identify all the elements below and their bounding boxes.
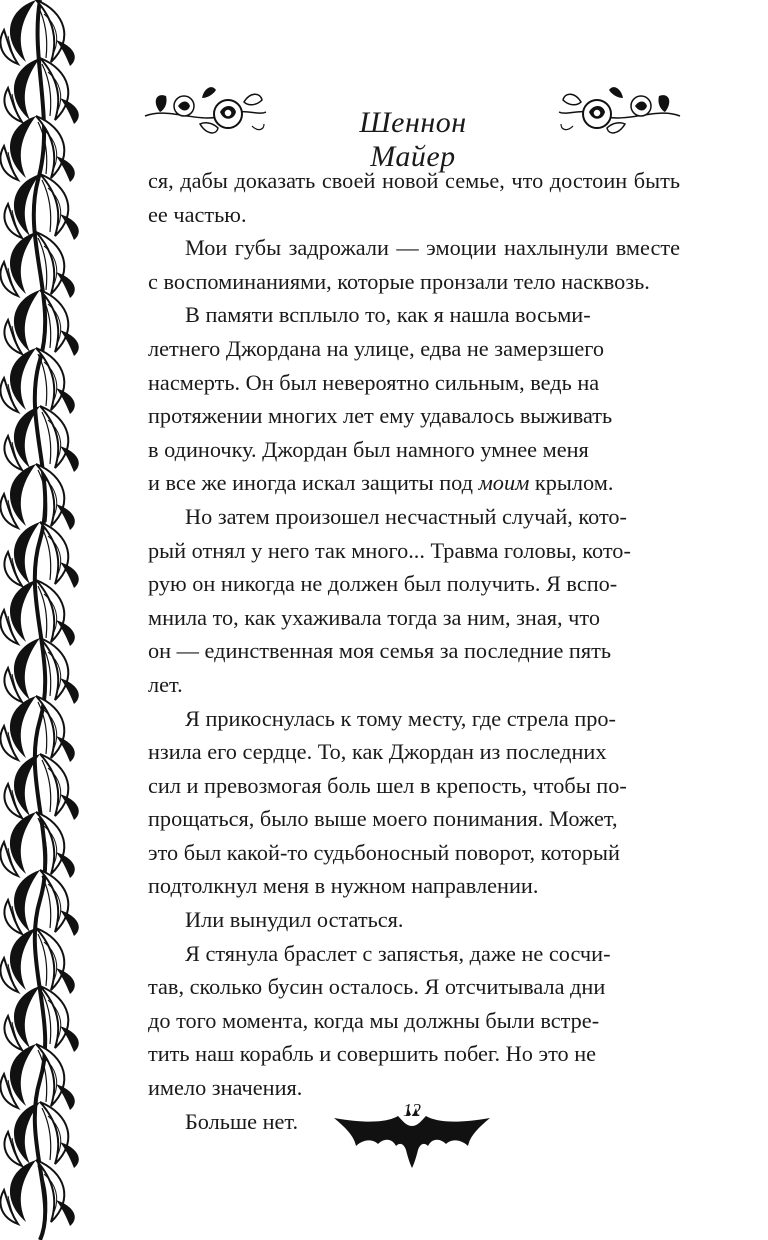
- paragraph: ся, дабы доказать своей новой семье, что достоин быть ее частью.: [148, 168, 681, 227]
- paragraph: Но затем произошел несчастный случай, кото- рый отнял у него так много... Травма головы, кото- рую он никогда не должен был получить. Я вспо- мнила то, как ухаживала тогда за ним, зная, что он — единственная моя семья за последние пять лет.: [148, 503, 631, 697]
- floral-vine-border-icon: [0, 0, 120, 1240]
- author-name: Шеннон Майер: [359, 106, 467, 173]
- paragraph: В памяти всплыло то, как я нашла восьми- летнего Джордана на улице, едва не замерзшего насмерть. Он был невероятно сильным, ведь на протяжении многих лет ему удавалось выживать в одиночку. Джордан был намного умнее меня и все же иногда искал защиты под моим крылом.: [148, 302, 614, 496]
- paragraph: Я стянула браслет с запястья, даже не сосчи- тав, сколько бусин осталось. Я отсчитывала дни до того момента, когда мы должны были встре- тить наш корабль и совершить побег. Но это не имело значения.: [148, 940, 611, 1101]
- paragraph: Или вынудил остаться.: [185, 907, 404, 933]
- body-text: [148, 164, 680, 1138]
- page-footer: [332, 1098, 492, 1168]
- running-header: [140, 76, 700, 176]
- rose-ornament-icon: [140, 76, 270, 146]
- emphasis: моим: [478, 470, 530, 496]
- paragraph: Больше нет.: [185, 1108, 299, 1134]
- paragraph: Мои губы задрожали — эмоции нахлынули вместе с воспоминаниями, которые пронзали тело насквозь.: [148, 235, 680, 294]
- paragraph: Я прикоснулась к тому месту, где стрела про- нзила его сердце. То, как Джордан из последних сил и превозмогая боль шел в крепость, чтобы по- прощаться, было выше моего понимания. Может, это был какой-то судьбоносный поворот, который подтолкнул меня в нужном направлении.: [148, 705, 627, 899]
- rose-ornament-icon: [555, 76, 685, 146]
- page-number: 12: [403, 1100, 421, 1120]
